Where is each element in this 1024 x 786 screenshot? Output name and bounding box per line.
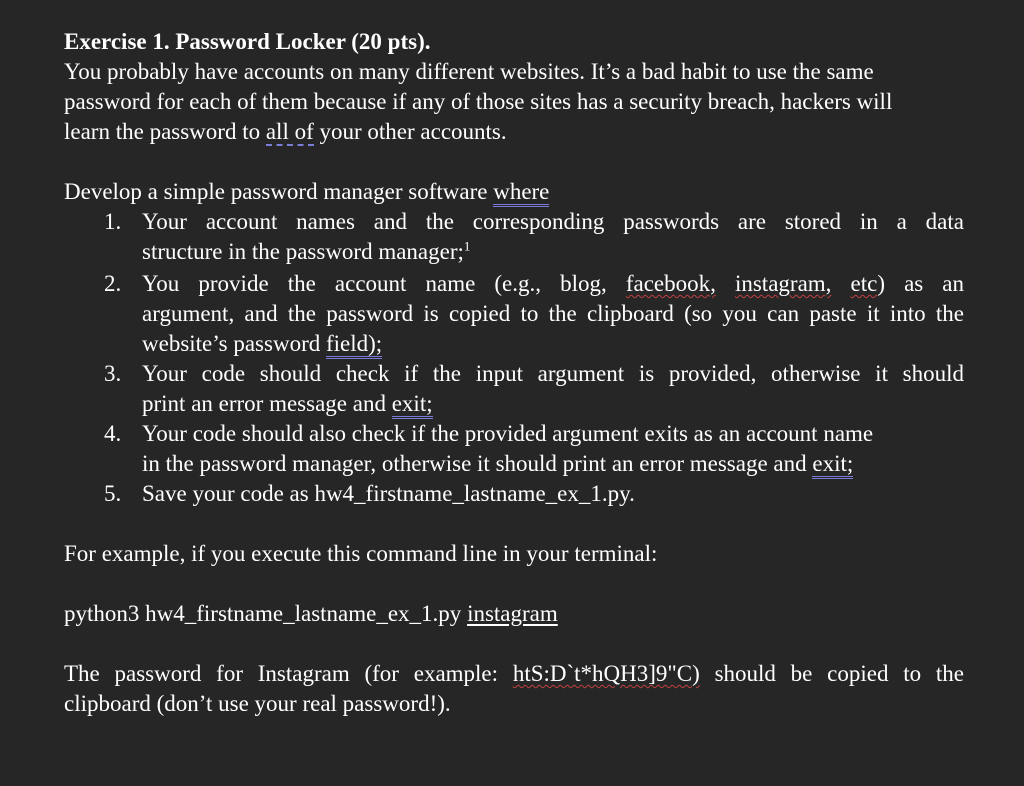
command-line bbox=[64, 599, 964, 629]
spell-mark-etc: etc bbox=[850, 271, 878, 296]
example-intro: For example, if you execute this command line in your terminal: bbox=[64, 541, 658, 566]
task-2-line-1 bbox=[142, 269, 964, 299]
grammar-mark-field: field); bbox=[326, 331, 382, 359]
task-5-line-1: Save your code as hw4_firstname_lastname_ex_1.py. bbox=[142, 481, 635, 506]
command-text: python3 hw4_firstname_lastname_ex_1.py bbox=[64, 601, 468, 626]
task-number: 4. bbox=[104, 421, 122, 446]
result-line-1 bbox=[64, 659, 964, 689]
spell-mark-facebook: facebook, bbox=[625, 271, 716, 296]
task-item-1 bbox=[64, 207, 964, 267]
task-1-line-1: Your account names and the corresponding passwords are stored in a data bbox=[142, 209, 964, 234]
intro-line-3-tail: your other accounts. bbox=[313, 119, 507, 144]
task-1-line-2 bbox=[142, 237, 964, 267]
example-password: htS:D`t*hQH3]9"C) bbox=[512, 661, 700, 686]
intro-line-3 bbox=[64, 117, 964, 147]
task-2-line-2: argument, and the password is copied to the clipboard (so you can paste it into the bbox=[142, 301, 964, 326]
task-number: 2. bbox=[104, 271, 122, 296]
task-list bbox=[64, 207, 964, 509]
task-2-space bbox=[831, 271, 850, 296]
task-4-line-1: Your code should also check if the provided argument exits as an account name bbox=[142, 421, 874, 446]
task-3-line-2-text: print an error message and bbox=[142, 391, 392, 416]
intro-line-2: password for each of them because if any of those sites has a security breach, hackers will bbox=[64, 89, 893, 114]
exercise-title: Exercise 1. Password Locker (20 pts). bbox=[64, 29, 431, 54]
spell-mark-instagram: instagram, bbox=[734, 271, 832, 296]
grammar-mark-all-of: all of bbox=[265, 119, 314, 144]
task-3-line-1: Your code should check if the input argument is provided, otherwise it should bbox=[142, 361, 964, 386]
task-2-line-3 bbox=[142, 329, 964, 359]
task-2-line-1-text: You provide the account name (e.g., blog, bbox=[142, 271, 626, 296]
task-4-line-2 bbox=[142, 449, 964, 479]
task-4-line-2-text: in the password manager, otherwise it should print an error message and bbox=[142, 451, 813, 476]
task-item-4 bbox=[64, 419, 964, 479]
intro-line-3-text: learn the password to bbox=[64, 119, 266, 144]
task-item-2 bbox=[64, 269, 964, 359]
task-number: 3. bbox=[104, 361, 122, 386]
result-line-1-text: The password for Instagram (for example: bbox=[64, 661, 513, 686]
task-2-line-1-tail: ) as an bbox=[877, 271, 965, 296]
exercise-document bbox=[64, 27, 964, 719]
develop-heading-text: Develop a simple password manager software bbox=[64, 179, 494, 204]
command-argument: instagram bbox=[467, 601, 558, 626]
task-2-space bbox=[716, 271, 735, 296]
paragraph-spacer bbox=[64, 569, 964, 599]
task-item-5 bbox=[64, 479, 964, 509]
task-item-3 bbox=[64, 359, 964, 419]
task-3-line-2 bbox=[142, 389, 964, 419]
paragraph-spacer bbox=[64, 629, 964, 659]
task-2-line-3-text: website’s password bbox=[142, 331, 326, 356]
task-1-line-2-text: structure in the password manager; bbox=[142, 239, 464, 264]
footnote-marker: 1 bbox=[463, 238, 471, 254]
develop-heading bbox=[64, 177, 964, 207]
result-line-2: clipboard (don’t use your real password!). bbox=[64, 691, 451, 716]
result-line-1-tail: should be copied to the bbox=[699, 661, 964, 686]
task-number: 5. bbox=[104, 481, 122, 506]
intro-line-1: You probably have accounts on many different websites. It’s a bad habit to use the same bbox=[64, 59, 874, 84]
grammar-mark-exit: exit; bbox=[812, 451, 853, 479]
task-number: 1. bbox=[104, 209, 122, 234]
grammar-mark-where: where bbox=[493, 179, 549, 207]
grammar-mark-exit: exit; bbox=[392, 391, 433, 419]
paragraph-spacer bbox=[64, 509, 964, 539]
